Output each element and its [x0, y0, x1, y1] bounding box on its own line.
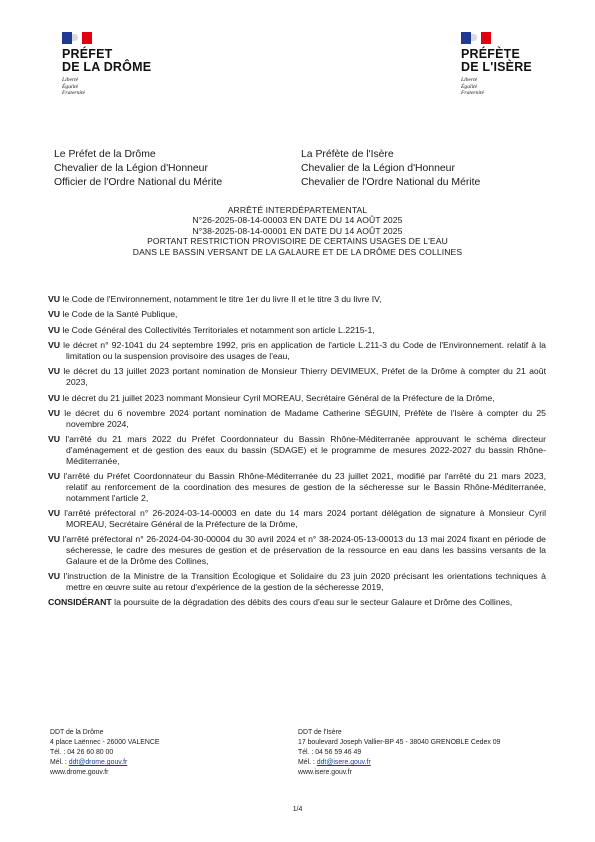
footer-tel: Tél. : 04 56 59 46 49	[298, 749, 362, 757]
visa-keyword: VU	[48, 534, 61, 545]
visa-text: le décret du 13 juillet 2023 portant nomination de Monsieur Thierry DEVIMEUX, Préfet de la Drôme à compter du 21 août 2023,	[63, 366, 546, 388]
authority-drome	[54, 148, 222, 190]
footer-ddt-drome	[50, 728, 159, 778]
footer-org: DDT de la Drôme	[50, 729, 104, 736]
visa-keyword: VU	[48, 340, 61, 351]
visa-item	[48, 534, 546, 566]
visa-text: le Code Général des Collectivités Territoriales et notamment son article L.2215-1,	[62, 324, 375, 335]
visa-item	[48, 294, 546, 305]
footer-mel-label: Mél. :	[50, 759, 69, 767]
visa-keyword: VU	[48, 309, 61, 320]
visa-keyword: VU	[48, 324, 61, 335]
title-line: PORTANT RESTRICTION PROVISOIRE DE CERTAINS USAGES DE L'EAU	[147, 236, 448, 247]
title-line: DANS LE BASSIN VERSANT DE LA GALAURE ET DE LA DRÔME DES COLLINES	[132, 246, 463, 257]
logo-line-2: DE L'ISÈRE	[461, 60, 532, 74]
motto-liberte: Liberté	[62, 77, 79, 83]
website-link[interactable]: www.drome.gouv.fr	[50, 769, 109, 777]
title-line: N°38-2025-08-14-00001 EN DATE DU 14 AOÛT 2025	[192, 225, 403, 236]
visa-text: l'arrêté du 21 mars 2022 du Préfet Coordonnateur du Bassin Rhône-Méditerranée approuvant le schéma directeur d'aménagement et de gestion des eaux du bassin (SDAGE) et le programme de mesures 2022-2027 du bassin Rhône-Méditerranée,	[65, 434, 546, 466]
marianne-flag-icon	[461, 32, 491, 44]
logo-line-2: DE LA DRÔME	[62, 60, 152, 74]
visa-item	[48, 408, 546, 430]
visa-keyword: VU	[48, 471, 61, 482]
footer-address: 17 boulevard Joseph Vallier-BP 45 - 38040 GRENOBLE Cedex 09	[298, 739, 501, 747]
visa-text: la poursuite de la dégradation des débits des cours d'eau sur le secteur Galaure et Drôme des Collines,	[114, 597, 513, 608]
motto-liberte: Liberté	[461, 77, 478, 83]
page-number: 1/4	[292, 806, 303, 813]
visa-item	[48, 325, 546, 336]
motto	[62, 77, 172, 97]
footer-mel-label: Mél. :	[298, 759, 317, 767]
visa-item	[48, 340, 546, 362]
visa-text: le décret du 6 novembre 2024 portant nomination de Madame Catherine SÉGUIN, Préfète de l'Isère à compter du 25 novembre 2024,	[64, 407, 546, 429]
visa-item	[48, 309, 546, 320]
visa-text: le décret du 21 juillet 2023 nommant Monsieur Cyril MOREAU, Secrétaire Général de la Préfecture de la Drôme,	[62, 392, 495, 403]
decree-title	[0, 205, 595, 257]
visa-text: le Code de la Santé Publique,	[62, 309, 178, 320]
visa-keyword: VU	[48, 508, 61, 519]
footer-tel: Tél. : 04 26 60 80 00	[50, 749, 114, 757]
logo-line-1: PRÉFÈTE	[461, 47, 521, 61]
visa-item	[48, 571, 546, 593]
footer-mel	[50, 758, 159, 768]
visa-text: l'arrêté préfectoral n° 26-2024-04-30-00004 du 30 avril 2024 et n° 38-2024-05-13-00013 du 13 mai 2024 fixant en période de sécheresse, le cadre des mesures de gestion et de préservation de la ressource en eau dans les bassins versants de la Galaure et de la Drôme des Collines,	[62, 534, 546, 566]
footer-mel	[298, 758, 500, 768]
authority-line: Officier de l'Ordre National du Mérite	[54, 177, 223, 188]
visa-keyword: VU	[48, 392, 61, 403]
authority-line: Le Préfet de la Drôme	[54, 149, 156, 160]
footer-address: 4 place Laënnec - 26000 VALENCE	[50, 739, 160, 747]
email-link[interactable]: ddt@isere.gouv.fr	[316, 759, 371, 767]
visa-item	[48, 366, 546, 388]
title-line: ARRÊTÉ INTERDÉPARTEMENTAL	[227, 205, 368, 215]
email-link[interactable]: ddt@drome.gouv.fr	[68, 759, 128, 767]
visa-keyword: VU	[48, 366, 61, 377]
visa-text: l'arrêté préfectoral n° 26-2024-03-14-00003 en date du 14 mars 2024 portant délégation de signature à Monsieur Cyril MOREAU, Secrétaire Général de la Préfecture de la Drôme,	[64, 508, 546, 529]
visa-text: l'arrêté du Préfet Coordonnateur du Bassin Rhône-Méditerranée du 23 juillet 2021, modifié par l'arrêté du 21 mars 2023, relatif au renforcement de la coordination des mesures de gestion de la sécheresse sur le Bassin Rhône-Méditerranée, notamment l'article 2,	[63, 471, 546, 503]
visa-item	[48, 508, 546, 530]
visa-item	[48, 393, 546, 404]
visa-keyword: VU	[48, 571, 61, 582]
motto-egalite: Égalité	[461, 83, 478, 90]
authority-line: Chevalier de l'Ordre National du Mérite	[301, 177, 481, 188]
visa-item	[48, 471, 546, 503]
footer-org: DDT de l'Isère	[298, 729, 342, 736]
authority-isere	[301, 148, 480, 190]
visas-list	[48, 294, 546, 613]
logo-prefet-drome	[62, 32, 172, 97]
logo-line-1: PRÉFET	[62, 47, 113, 61]
visa-text: l'instruction de la Ministre de la Transition Écologique et Solidaire du 23 juin 2020 précisant les orientations techniques à mettre en œuvre suite au retour d'expérience de la gestion de la sécheresse 2019,	[63, 571, 547, 593]
authority-line: La Préfète de l'Isère	[301, 149, 394, 160]
title-line: N°26-2025-08-14-00003 EN DATE DU 14 AOÛT 2025	[192, 215, 403, 226]
motto-fraternite: Fraternité	[461, 90, 484, 96]
visa-keyword: VU	[48, 434, 61, 445]
visa-item	[48, 434, 546, 466]
visa-item	[48, 597, 546, 608]
visa-keyword: VU	[48, 294, 61, 304]
footer-ddt-isere	[298, 728, 500, 778]
motto-fraternite: Fraternité	[62, 90, 85, 96]
motto	[461, 77, 571, 97]
authority-line: Chevalier de la Légion d'Honneur	[54, 163, 208, 174]
visa-keyword: CONSIDÉRANT	[48, 597, 112, 608]
website-link[interactable]: www.isere.gouv.fr	[298, 769, 352, 777]
motto-egalite: Égalité	[62, 83, 79, 90]
visa-text: le Code de l'Environnement, notamment le titre 1er du livre II et le titre 3 du livre IV,	[62, 294, 382, 304]
authority-line: Chevalier de la Légion d'Honneur	[301, 163, 455, 174]
marianne-flag-icon	[62, 32, 92, 44]
logo-prefete-isere	[461, 32, 571, 97]
visa-text: le décret n° 92-1041 du 24 septembre 1992, pris en application de l'article L.211-3 du Code de l'Environnement. relatif à la limitation ou la suspension provisoire des usages de l'eau,	[63, 340, 546, 361]
visa-keyword: VU	[48, 407, 61, 418]
